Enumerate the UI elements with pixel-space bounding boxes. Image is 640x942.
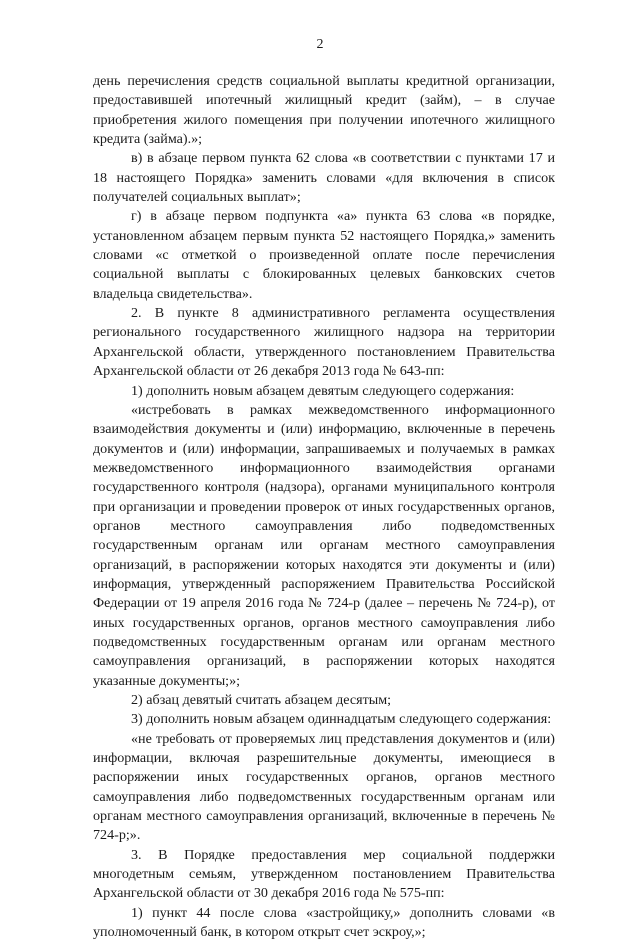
paragraph-1-continuation: день перечисления средств социальной выплаты кредитной организации, предоставившей ипотечный жилищный кредит (займ), – в случае приобретения жилого помещения при получении ипотечного жилищного кредита (займа).»; [93,73,555,148]
paragraph-item-2-3: 3) дополнить новым абзацем одиннадцатым следующего содержания: [131,711,552,728]
paragraph-quote-2: «не требовать от проверяемых лиц представления документов и (или) информации, включая разрешительные документы, имеющиеся в распоряжении иных государственных органов, органов местного самоуправления либо подведомственных государственным органам или органам местного самоуправления организаций, включенные в перечень № 724-р;». [93,730,555,844]
paragraph-item-g: г) в абзаце первом подпункта «а» пункта 63 слова «в порядке, установленном абзацем первым пункта 52 настоящего Порядка,» заменить словами «с отметкой о произведенной оплате после перечисления социальной выплаты с блокированных целевых банковских счетов владельца свидетельства». [93,208,555,302]
document-body [93,72,555,942]
page-number: 2 [316,37,324,52]
paragraph-item-2-1: 1) дополнить новым абзацем девятым следующего содержания: [131,382,515,399]
paragraph-item-3-1: 1) пункт 44 после слова «застройщику,» дополнить словами «в уполномоченный банк, в котором открыт счет эскроу,»; [93,904,555,941]
paragraph-item-2-2: 2) абзац девятый считать абзацем десятым; [131,692,392,708]
paragraph-section-2: 2. В пункте 8 административного регламента осуществления регионального государственного жилищного надзора на территории Архангельской области, утвержденного постановлением Правительства Архангельской области от 26 декабря 2013 года № 643-пп: [93,305,555,380]
paragraph-quote-1: «истребовать в рамках межведомственного информационного взаимодействия документы и (или) информацию, включенные в перечень документов и (или) информации, запрашиваемых и получаемых в рамках межведомственного информационного взаимодействия органами государственного контроля (надзора), органами муниципального контроля при организации и проведении проверок от иных государственных органов, органов местного самоуправления либо подведомственных государственным органам или органам местного самоуправления организаций, в распоряжении которых находятся эти документы и (или) информация, утвержденный распоряжением Правительства Российской Федерации от 19 апреля 2016 года № 724-р (далее – перечень № 724-р), от иных государственных органов, органов местного самоуправления либо подведомственных государственным органам или органам местного самоуправления организаций, в распоряжении которых находятся указанные документы;»; [93,401,555,689]
paragraph-section-3: 3. В Порядке предоставления мер социальной поддержки многодетным семьям, утвержденном постановлением Правительства Архангельской области от 30 декабря 2016 года № 575-пп: [93,846,555,902]
paragraph-item-v: в) в абзаце первом пункта 62 слова «в соответствии с пунктами 17 и 18 настоящего Порядка» заменить словами «для включения в список получателей социальных выплат»; [93,150,555,206]
